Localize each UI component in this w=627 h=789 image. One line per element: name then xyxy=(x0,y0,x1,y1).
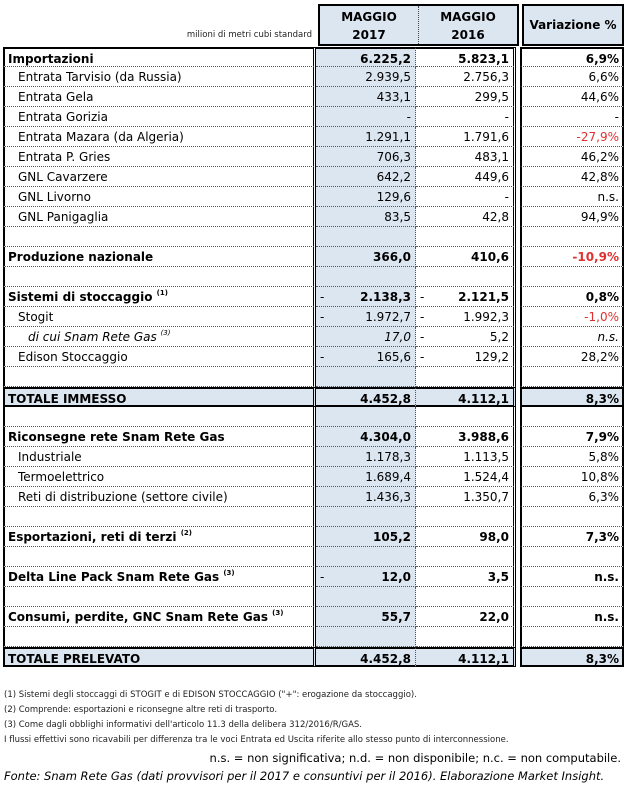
row-label xyxy=(3,287,316,307)
variation-text: 10,8% xyxy=(580,470,619,484)
value-2017 xyxy=(316,567,416,587)
value-2017-text: 1.972,7 xyxy=(365,310,411,324)
row-label xyxy=(3,87,316,107)
value-variation xyxy=(520,427,624,447)
variation-text: 6,6% xyxy=(588,70,619,84)
abbreviation-legend: n.s. = non significativa; n.d. = non disponibile; n.c. = non computabile. xyxy=(209,751,621,765)
table-row xyxy=(3,207,624,227)
value-variation xyxy=(520,567,624,587)
header-years xyxy=(318,4,519,46)
source-note: Fonte: Snam Rete Gas (dati provvisori per il 2017 e consuntivi per il 2016). Elaborazione Market Insight. xyxy=(4,769,605,783)
footnote-marker: (2) xyxy=(180,529,192,537)
value-2016-text: 5,2 xyxy=(489,330,509,344)
header-2016-month: MAGGIO xyxy=(440,10,496,24)
row-label-text: Delta Line Pack Snam Rete Gas xyxy=(8,570,220,584)
value-2017 xyxy=(316,87,416,107)
row-label-text: TOTALE PRELEVATO xyxy=(8,652,141,666)
variation-text: 5,8% xyxy=(588,450,619,464)
variation-text: 0,8% xyxy=(585,290,619,304)
value-2017 xyxy=(316,307,416,327)
variation-text: - xyxy=(614,110,619,124)
value-2016-text: 449,6 xyxy=(474,170,509,184)
value-2017-text: 12,0 xyxy=(381,570,411,584)
variation-text: 8,3% xyxy=(585,652,619,666)
value-2016-text: 5.823,1 xyxy=(458,52,509,66)
value-variation xyxy=(520,647,624,667)
value-2017 xyxy=(316,227,416,247)
sign-2016: - xyxy=(420,290,425,304)
value-2016-text: - xyxy=(504,190,509,204)
variation-text: 7,9% xyxy=(585,430,619,444)
table-row xyxy=(3,427,624,447)
value-variation xyxy=(520,467,624,487)
table-row xyxy=(3,327,624,347)
value-variation xyxy=(520,507,624,527)
value-2017-text: 2.138,3 xyxy=(360,290,411,304)
value-2016 xyxy=(416,647,516,667)
row-label xyxy=(3,107,316,127)
sign-2017: - xyxy=(320,290,325,304)
value-2016-text: 1.791,6 xyxy=(463,130,509,144)
value-variation xyxy=(520,407,624,427)
value-2017-text: 1.291,1 xyxy=(365,130,411,144)
table-row xyxy=(3,567,624,587)
value-2016 xyxy=(416,267,516,287)
row-label xyxy=(3,187,316,207)
value-variation xyxy=(520,527,624,547)
value-2017 xyxy=(316,207,416,227)
row-label-text: GNL Cavarzere xyxy=(18,170,108,184)
row-label xyxy=(3,147,316,167)
header-variation: Variazione % xyxy=(522,4,624,46)
row-label xyxy=(3,607,316,627)
value-variation xyxy=(520,287,624,307)
table-row xyxy=(3,647,624,667)
variation-text: 6,9% xyxy=(585,52,619,66)
header-2017-month: MAGGIO xyxy=(341,10,397,24)
variation-text: 46,2% xyxy=(580,150,619,164)
row-label xyxy=(3,627,316,647)
value-2016 xyxy=(416,107,516,127)
value-2016-text: 98,0 xyxy=(479,530,509,544)
sign-2017: - xyxy=(320,350,325,364)
value-2017-text: 4.452,8 xyxy=(360,652,411,666)
value-variation xyxy=(520,387,624,407)
value-2017 xyxy=(316,447,416,467)
row-label-text: Entrata Mazara (da Algeria) xyxy=(18,130,184,144)
value-2017 xyxy=(316,247,416,267)
value-2016 xyxy=(416,567,516,587)
value-variation xyxy=(520,327,624,347)
value-variation xyxy=(520,67,624,87)
value-2016 xyxy=(416,207,516,227)
value-2017 xyxy=(316,327,416,347)
value-2016-text: 299,5 xyxy=(474,90,509,104)
value-2017-text: 366,0 xyxy=(373,250,411,264)
value-2016 xyxy=(416,407,516,427)
value-variation xyxy=(520,587,624,607)
footnote-marker: (3) xyxy=(160,329,171,337)
value-variation xyxy=(520,267,624,287)
value-variation xyxy=(520,607,624,627)
variation-text: 6,3% xyxy=(588,490,619,504)
value-2016 xyxy=(416,327,516,347)
table-row xyxy=(3,47,624,67)
value-2016-text: 2.756,3 xyxy=(463,70,509,84)
value-2017 xyxy=(316,527,416,547)
value-2017-text: 129,6 xyxy=(376,190,411,204)
value-2016 xyxy=(416,127,516,147)
row-label-text: di cui Snam Rete Gas xyxy=(28,330,157,344)
value-2017 xyxy=(316,407,416,427)
value-2016 xyxy=(416,427,516,447)
table-row xyxy=(3,147,624,167)
value-2016 xyxy=(416,587,516,607)
value-2016 xyxy=(416,467,516,487)
row-label xyxy=(3,247,316,267)
value-variation xyxy=(520,87,624,107)
spacer-row xyxy=(3,627,624,647)
row-label-text: TOTALE IMMESSO xyxy=(8,392,127,406)
row-label-text: GNL Panigaglia xyxy=(18,210,109,224)
value-2017 xyxy=(316,187,416,207)
row-label-text: Entrata P. Gries xyxy=(18,150,111,164)
value-variation xyxy=(520,487,624,507)
row-label xyxy=(3,587,316,607)
spacer-row xyxy=(3,547,624,567)
row-label-text: Entrata Tarvisio (da Russia) xyxy=(18,70,182,84)
row-label-text: Consumi, perdite, GNC Snam Rete Gas xyxy=(8,610,268,624)
value-variation xyxy=(520,167,624,187)
row-label xyxy=(3,447,316,467)
value-2017 xyxy=(316,627,416,647)
table-row xyxy=(3,167,624,187)
value-2017-text: - xyxy=(406,110,411,124)
value-2016 xyxy=(416,287,516,307)
footnote-4: I flussi effettivi sono ricavabili per differenza tra le voci Entrata ed Uscita riferite allo stesso punto di interconnessione. xyxy=(4,735,509,745)
value-2017-text: 17,0 xyxy=(384,330,411,344)
value-2016 xyxy=(416,227,516,247)
row-label-text: Esportazioni, reti di terzi xyxy=(8,530,177,544)
value-2017 xyxy=(316,587,416,607)
value-2017 xyxy=(316,147,416,167)
table-row xyxy=(3,607,624,627)
variation-text: n.s. xyxy=(594,570,619,584)
value-2017 xyxy=(316,547,416,567)
variation-text: 8,3% xyxy=(585,392,619,406)
row-label xyxy=(3,227,316,247)
value-2017-text: 55,7 xyxy=(381,610,411,624)
value-variation xyxy=(520,347,624,367)
row-label xyxy=(3,527,316,547)
value-2016-text: 4.112,1 xyxy=(458,392,509,406)
footnote-3: (3) Come dagli obblighi informativi dell'articolo 11.3 della delibera 312/2016/R/GAS. xyxy=(4,720,362,730)
spacer-row xyxy=(3,367,624,387)
table-row xyxy=(3,347,624,367)
spacer-row xyxy=(3,587,624,607)
table-row xyxy=(3,447,624,467)
value-2017-text: 2.939,5 xyxy=(365,70,411,84)
row-label xyxy=(3,327,316,347)
footnote-2: (2) Comprende: esportazioni e riconsegne altre reti di trasporto. xyxy=(4,705,278,715)
variation-text: n.s. xyxy=(594,610,619,624)
row-label xyxy=(3,207,316,227)
value-2016 xyxy=(416,527,516,547)
table-row xyxy=(3,387,624,407)
row-label xyxy=(3,167,316,187)
value-2016 xyxy=(416,247,516,267)
spacer-row xyxy=(3,507,624,527)
value-variation xyxy=(520,227,624,247)
value-variation xyxy=(520,107,624,127)
header-2016-year: 2016 xyxy=(451,28,485,42)
table-row xyxy=(3,67,624,87)
value-2016-text: 3.988,6 xyxy=(458,430,509,444)
value-2017 xyxy=(316,287,416,307)
row-label-text: Produzione nazionale xyxy=(8,250,154,264)
value-2017-text: 433,1 xyxy=(376,90,411,104)
value-2017 xyxy=(316,387,416,407)
value-2016-text: 1.350,7 xyxy=(463,490,509,504)
value-2016 xyxy=(416,187,516,207)
row-label-text: Sistemi di stoccaggio xyxy=(8,290,153,304)
sign-2017: - xyxy=(320,310,325,324)
table-row xyxy=(3,307,624,327)
variation-text: -1,0% xyxy=(584,310,619,324)
value-variation xyxy=(520,247,624,267)
footnote-marker: (3) xyxy=(223,569,235,577)
variation-text: 42,8% xyxy=(580,170,619,184)
variation-text: 44,6% xyxy=(580,90,619,104)
row-label-text: Importazioni xyxy=(8,52,94,66)
variation-text: -27,9% xyxy=(576,130,619,144)
variation-text: n.s. xyxy=(597,330,619,344)
table-row xyxy=(3,467,624,487)
row-label xyxy=(3,487,316,507)
value-2017-text: 1.436,3 xyxy=(365,490,411,504)
header-2017-year: 2017 xyxy=(352,28,386,42)
value-2016 xyxy=(416,307,516,327)
value-2016 xyxy=(416,507,516,527)
value-2017-text: 105,2 xyxy=(373,530,411,544)
value-2017 xyxy=(316,47,416,67)
header-2017 xyxy=(320,6,419,44)
variation-text: 28,2% xyxy=(580,350,619,364)
row-label xyxy=(3,307,316,327)
table-row xyxy=(3,287,624,307)
value-2016-text: 2.121,5 xyxy=(458,290,509,304)
value-2017 xyxy=(316,367,416,387)
sign-2016: - xyxy=(420,310,425,324)
row-label xyxy=(3,67,316,87)
row-label-text: Stogit xyxy=(18,310,54,324)
spacer-row xyxy=(3,227,624,247)
footnote-1: (1) Sistemi degli stoccaggi di STOGIT e di EDISON STOCCAGGIO ("+": erogazione da stoccaggio). xyxy=(4,690,417,700)
value-2016-text: 1.524,4 xyxy=(463,470,509,484)
row-label-text: Riconsegne rete Snam Rete Gas xyxy=(8,430,225,444)
value-2016 xyxy=(416,47,516,67)
table-row xyxy=(3,247,624,267)
value-2016-text: 1.113,5 xyxy=(463,450,509,464)
value-2017 xyxy=(316,427,416,447)
value-variation xyxy=(520,547,624,567)
row-label xyxy=(3,507,316,527)
row-label xyxy=(3,127,316,147)
value-2017 xyxy=(316,107,416,127)
footnotes xyxy=(4,688,509,748)
value-2016 xyxy=(416,147,516,167)
value-2016-text: - xyxy=(504,110,509,124)
row-label-text: Edison Stoccaggio xyxy=(18,350,128,364)
spacer-row xyxy=(3,267,624,287)
table-row xyxy=(3,87,624,107)
value-2016-text: 483,1 xyxy=(474,150,509,164)
value-2016-text: 42,8 xyxy=(482,210,509,224)
value-2017 xyxy=(316,347,416,367)
value-2016 xyxy=(416,547,516,567)
value-variation xyxy=(520,187,624,207)
value-2017 xyxy=(316,487,416,507)
value-2017 xyxy=(316,127,416,147)
row-label xyxy=(3,407,316,427)
spacer-row xyxy=(3,407,624,427)
value-variation xyxy=(520,147,624,167)
value-2017-text: 165,6 xyxy=(376,350,411,364)
value-2016 xyxy=(416,627,516,647)
value-2016 xyxy=(416,447,516,467)
header-2016 xyxy=(419,6,517,44)
value-2016 xyxy=(416,367,516,387)
row-label xyxy=(3,347,316,367)
row-label xyxy=(3,47,316,67)
table-row xyxy=(3,107,624,127)
value-variation xyxy=(520,47,624,67)
value-2017-text: 4.452,8 xyxy=(360,392,411,406)
row-label-text: GNL Livorno xyxy=(18,190,91,204)
value-2016-text: 1.992,3 xyxy=(463,310,509,324)
value-variation xyxy=(520,307,624,327)
value-2016 xyxy=(416,387,516,407)
table-row xyxy=(3,187,624,207)
value-2016 xyxy=(416,347,516,367)
value-2016 xyxy=(416,487,516,507)
unit-label: milioni di metri cubi standard xyxy=(186,30,312,40)
data-table xyxy=(3,47,624,667)
value-2017 xyxy=(316,67,416,87)
value-2017-text: 6.225,2 xyxy=(360,52,411,66)
value-2016 xyxy=(416,167,516,187)
value-2016-text: 129,2 xyxy=(474,350,509,364)
value-2016 xyxy=(416,607,516,627)
row-label xyxy=(3,547,316,567)
value-2017 xyxy=(316,167,416,187)
value-2016 xyxy=(416,87,516,107)
row-label xyxy=(3,267,316,287)
value-variation xyxy=(520,127,624,147)
value-2016-text: 410,6 xyxy=(471,250,509,264)
value-variation xyxy=(520,627,624,647)
value-2016 xyxy=(416,67,516,87)
value-2017-text: 1.689,4 xyxy=(365,470,411,484)
value-2017 xyxy=(316,647,416,667)
value-2017-text: 4.304,0 xyxy=(360,430,411,444)
row-label xyxy=(3,467,316,487)
value-2017 xyxy=(316,607,416,627)
value-variation xyxy=(520,367,624,387)
value-2016-text: 3,5 xyxy=(487,570,509,584)
row-label-text: Industriale xyxy=(18,450,82,464)
value-2017-text: 83,5 xyxy=(384,210,411,224)
variation-text: 94,9% xyxy=(580,210,619,224)
sign-2017: - xyxy=(320,570,325,584)
value-2017 xyxy=(316,267,416,287)
value-variation xyxy=(520,447,624,467)
value-2017 xyxy=(316,467,416,487)
row-label xyxy=(3,427,316,447)
row-label xyxy=(3,387,316,407)
footnote-marker: (1) xyxy=(156,289,168,297)
sign-2016: - xyxy=(420,350,425,364)
value-2017-text: 1.178,3 xyxy=(365,450,411,464)
value-2017-text: 706,3 xyxy=(376,150,411,164)
row-label-text: Termoelettrico xyxy=(18,470,105,484)
value-2016-text: 4.112,1 xyxy=(458,652,509,666)
variation-text: 7,3% xyxy=(585,530,619,544)
value-variation xyxy=(520,207,624,227)
variation-text: -10,9% xyxy=(572,250,619,264)
table-row xyxy=(3,487,624,507)
row-label-text: Reti di distribuzione (settore civile) xyxy=(18,490,228,504)
footnote-marker: (3) xyxy=(272,609,284,617)
value-2017-text: 642,2 xyxy=(376,170,411,184)
value-2017 xyxy=(316,507,416,527)
variation-text: n.s. xyxy=(597,190,619,204)
table-row xyxy=(3,127,624,147)
row-label xyxy=(3,567,316,587)
value-2016-text: 22,0 xyxy=(479,610,509,624)
row-label-text: Entrata Gorizia xyxy=(18,110,108,124)
table-row xyxy=(3,527,624,547)
row-label xyxy=(3,367,316,387)
row-label xyxy=(3,647,316,667)
row-label-text: Entrata Gela xyxy=(18,90,94,104)
sign-2016: - xyxy=(420,330,425,344)
